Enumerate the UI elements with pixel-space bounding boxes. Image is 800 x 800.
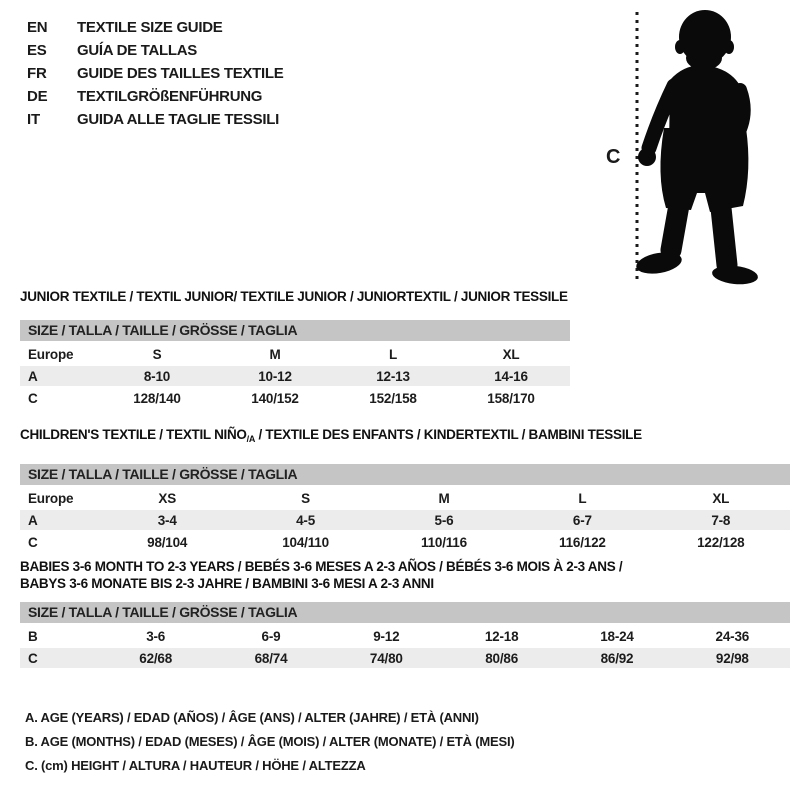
size-cell: 10-12 [216, 366, 334, 386]
language-header [27, 16, 283, 131]
size-header-bar: SIZE / TALLA / TAILLE / GRÖSSE / TAGLIA [20, 320, 570, 341]
footnotes [25, 706, 515, 778]
junior-table-title: JUNIOR TEXTILE / TEXTIL JUNIOR/ TEXTILE JUNIOR / JUNIORTEXTIL / JUNIOR TESSILE [20, 289, 568, 304]
row-label-cell: B [28, 628, 38, 644]
table-row-height [20, 648, 790, 668]
size-cell: XL [712, 490, 730, 506]
footnote-b: B. AGE (MONTHS) / EDAD (MESES) / ÂGE (MOIS) / ALTER (MONATE) / ETÀ (MESI) [25, 734, 515, 749]
language-code: EN [27, 19, 48, 36]
language-row-fr [27, 62, 283, 85]
size-cell: 116/122 [559, 534, 606, 550]
size-cell: 98/104 [147, 534, 188, 550]
size-cell: 5-6 [375, 510, 513, 530]
size-header-bar: SIZE / TALLA / TAILLE / GRÖSSE / TAGLIA [20, 602, 790, 623]
size-cell: M [438, 490, 450, 506]
row-label-cell: A [20, 510, 98, 530]
language-code: ES [27, 42, 47, 59]
row-label-cell: C [20, 648, 98, 668]
children-title-prefix: CHILDREN'S TEXTILE / TEXTIL NIÑO [20, 427, 247, 442]
size-cell: 3-4 [98, 510, 236, 530]
size-cell: 122/128 [697, 534, 745, 550]
language-row-it [27, 108, 283, 131]
footnote-a: A. AGE (YEARS) / EDAD (AÑOS) / ÂGE (ANS) / ALTER (JAHRE) / ETÀ (ANNI) [25, 710, 479, 725]
language-label: GUIDA ALLE TAGLIE TESSILI [77, 111, 279, 128]
size-cell: 110/116 [421, 534, 467, 550]
language-label: TEXTILE SIZE GUIDE [77, 19, 223, 36]
children-textile-section [20, 426, 790, 554]
row-label-cell: A [20, 366, 98, 386]
size-cell: 14-16 [452, 366, 570, 386]
size-cell: 152/158 [369, 390, 417, 406]
babies-size-table [20, 624, 790, 670]
size-cell: 92/98 [675, 648, 790, 668]
language-row-en [27, 16, 283, 39]
language-row-es [27, 39, 283, 62]
babies-title-line2: BABYS 3-6 MONATE BIS 2-3 JAHRE / BAMBINI 3-6 MESI A 2-3 ANNI [20, 576, 434, 591]
table-row-height [20, 532, 790, 552]
size-cell: 7-8 [652, 510, 790, 530]
junior-size-table [20, 342, 570, 410]
size-cell: 9-12 [373, 628, 400, 644]
size-cell: 62/68 [98, 648, 213, 668]
language-label: GUÍA DE TALLAS [77, 42, 197, 59]
size-cell: L [578, 490, 587, 506]
size-cell: 158/170 [487, 390, 535, 406]
table-row-months [20, 626, 790, 646]
measure-c-label: C [606, 146, 621, 168]
size-header-bar: SIZE / TALLA / TAILLE / GRÖSSE / TAGLIA [20, 464, 790, 485]
language-code: FR [27, 65, 47, 82]
size-cell: 140/152 [251, 390, 299, 406]
babies-textile-section [20, 558, 790, 670]
size-cell: 4-5 [236, 510, 374, 530]
size-cell: 18-24 [600, 628, 634, 644]
children-title-suffix: / TEXTILE DES ENFANTS / KINDERTEXTIL / BAMBINI TESSILE [255, 427, 642, 442]
size-cell: S [301, 490, 310, 506]
table-row-age [20, 366, 570, 386]
size-cell: M [269, 346, 281, 362]
row-label-cell: Europe [28, 346, 74, 362]
size-cell: 74/80 [329, 648, 444, 668]
row-label-cell: C [28, 390, 38, 406]
junior-textile-section [20, 288, 570, 410]
size-cell: 86/92 [559, 648, 674, 668]
babies-table-title [20, 558, 790, 592]
size-cell: 6-9 [261, 628, 281, 644]
row-label-cell: Europe [28, 490, 74, 506]
children-size-table [20, 486, 790, 554]
size-cell: 80/86 [444, 648, 559, 668]
size-cell: 104/110 [282, 534, 329, 550]
table-row-height [20, 388, 570, 408]
language-code: IT [27, 111, 40, 128]
language-code: DE [27, 88, 48, 105]
row-label-cell: C [28, 534, 38, 550]
size-cell: 68/74 [213, 648, 328, 668]
table-row-europe [20, 344, 570, 364]
size-cell: XL [502, 346, 520, 362]
size-cell: 3-6 [146, 628, 166, 644]
size-cell: 12-18 [484, 628, 519, 644]
table-row-europe [20, 488, 790, 508]
children-title-subscript: /A [246, 434, 256, 444]
language-label: GUIDE DES TAILLES TEXTILE [77, 65, 284, 82]
size-cell: 128/140 [133, 390, 181, 406]
footnote-c: C. (cm) HEIGHT / ALTURA / HAUTEUR / HÖHE / ALTEZZA [25, 758, 366, 773]
size-cell: 12-13 [334, 366, 452, 386]
size-cell: 24-36 [715, 628, 750, 644]
toddler-silhouette [635, 10, 759, 286]
height-measure-figure [598, 0, 778, 292]
size-cell: 6-7 [513, 510, 651, 530]
size-cell: L [388, 346, 398, 362]
toddler-silhouette-svg [598, 0, 778, 292]
size-cell: XS [158, 490, 176, 506]
size-cell: S [152, 346, 162, 362]
size-cell: 8-10 [98, 366, 216, 386]
table-row-age [20, 510, 790, 530]
language-label: TEXTILGRÖßENFÜHRUNG [77, 88, 263, 105]
babies-title-line1: BABIES 3-6 MONTH TO 2-3 YEARS / BEBÉS 3-6 MESES A 2-3 AÑOS / BÉBÉS 3-6 MOIS À 2-3 ANS / [20, 559, 623, 574]
children-table-title [20, 426, 790, 448]
language-row-de [27, 85, 283, 108]
